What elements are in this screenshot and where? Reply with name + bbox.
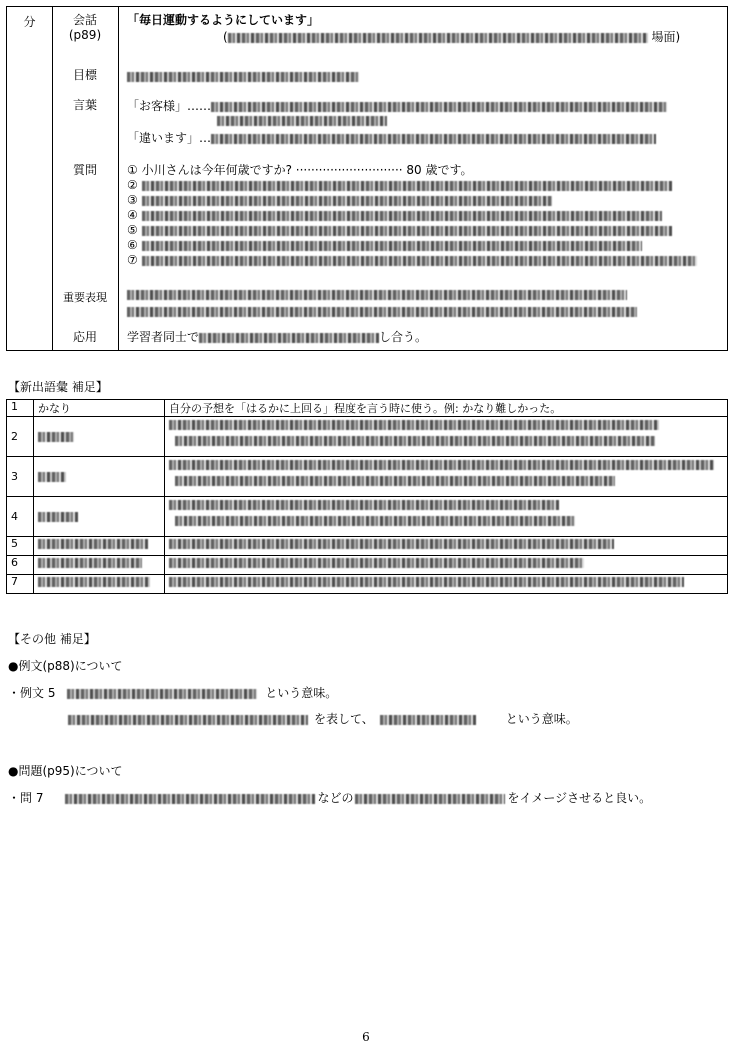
application-text: 学習者同士で し合う。 xyxy=(127,330,428,344)
conversation-title: 「毎日運動するようにしています」 xyxy=(127,13,320,27)
example5-line2: を表して、 という意味。 xyxy=(68,710,578,727)
conversation-label: 会話 xyxy=(72,13,97,27)
application-label: 応用 xyxy=(72,330,97,344)
lesson-table xyxy=(6,6,728,351)
goal-text xyxy=(127,69,359,84)
conversation-scene: ( 場面) xyxy=(223,30,681,44)
vocab-table xyxy=(6,399,728,594)
vocab-word: かなり xyxy=(34,400,165,417)
questions-label: 質問 xyxy=(72,163,97,177)
vocab-desc xyxy=(165,537,728,556)
words-item1: 「お客様」…… xyxy=(127,99,667,114)
vocab-row xyxy=(7,556,728,575)
vocab-desc xyxy=(165,575,728,594)
expressions-line1 xyxy=(127,287,627,302)
minutes-header: 分 xyxy=(23,15,36,29)
vocab-row xyxy=(7,400,728,417)
vocab-desc xyxy=(165,457,728,497)
vocab-heading: 【新出語彙 補足】 xyxy=(8,380,108,394)
conversation-page: (p89) xyxy=(68,28,102,42)
vocab-word xyxy=(34,556,165,575)
vocab-num: 6 xyxy=(7,556,34,575)
vocab-num: 1 xyxy=(7,400,34,417)
vocab-num: 7 xyxy=(7,575,34,594)
vocab-desc xyxy=(165,497,728,537)
problems-title: ●問題(p95)について xyxy=(8,764,123,778)
vocab-word xyxy=(34,537,165,556)
vocab-row xyxy=(7,497,728,537)
vocab-row xyxy=(7,537,728,556)
other-heading: 【その他 補足】 xyxy=(8,632,96,646)
vocab-word xyxy=(34,497,165,537)
example5-line1: ・例文 5 という意味。 xyxy=(8,686,338,700)
question-2: ② xyxy=(127,178,672,193)
question-3: ③ xyxy=(127,193,552,208)
vocab-word xyxy=(34,575,165,594)
vocab-word xyxy=(34,457,165,497)
question-4: ④ xyxy=(127,208,662,223)
vocab-num: 4 xyxy=(7,497,34,537)
page-number: 6 xyxy=(362,1030,370,1044)
goal-label: 目標 xyxy=(72,68,97,82)
question-5: ⑤ xyxy=(127,223,672,238)
words-item1-cont xyxy=(217,113,387,128)
question-6: ⑥ xyxy=(127,238,642,253)
examples-title: ●例文(p88)について xyxy=(8,659,123,673)
vocab-num: 2 xyxy=(7,417,34,457)
minutes-column xyxy=(7,7,53,350)
words-label: 言葉 xyxy=(72,98,97,112)
vocab-desc: 自分の予想を「はるかに上回る」程度を言う時に使う。例: かなり難しかった。 xyxy=(165,400,728,417)
question-1: ① 小川さんは今年何歳ですか? ···························· 80 歳です。 xyxy=(127,163,473,177)
expressions-line2 xyxy=(127,304,637,319)
vocab-word xyxy=(34,417,165,457)
expressions-label: 重要表現 xyxy=(63,291,107,304)
vocab-row xyxy=(7,417,728,457)
vocab-row xyxy=(7,575,728,594)
question-7: ⑦ xyxy=(127,253,697,268)
q7-line: ・問 7 などの をイメージさせると良い。 xyxy=(8,791,652,805)
vocab-desc xyxy=(165,417,728,457)
vocab-num: 5 xyxy=(7,537,34,556)
vocab-desc xyxy=(165,556,728,575)
words-item2: 「違います」… xyxy=(127,131,656,146)
vocab-num: 3 xyxy=(7,457,34,497)
vocab-row xyxy=(7,457,728,497)
